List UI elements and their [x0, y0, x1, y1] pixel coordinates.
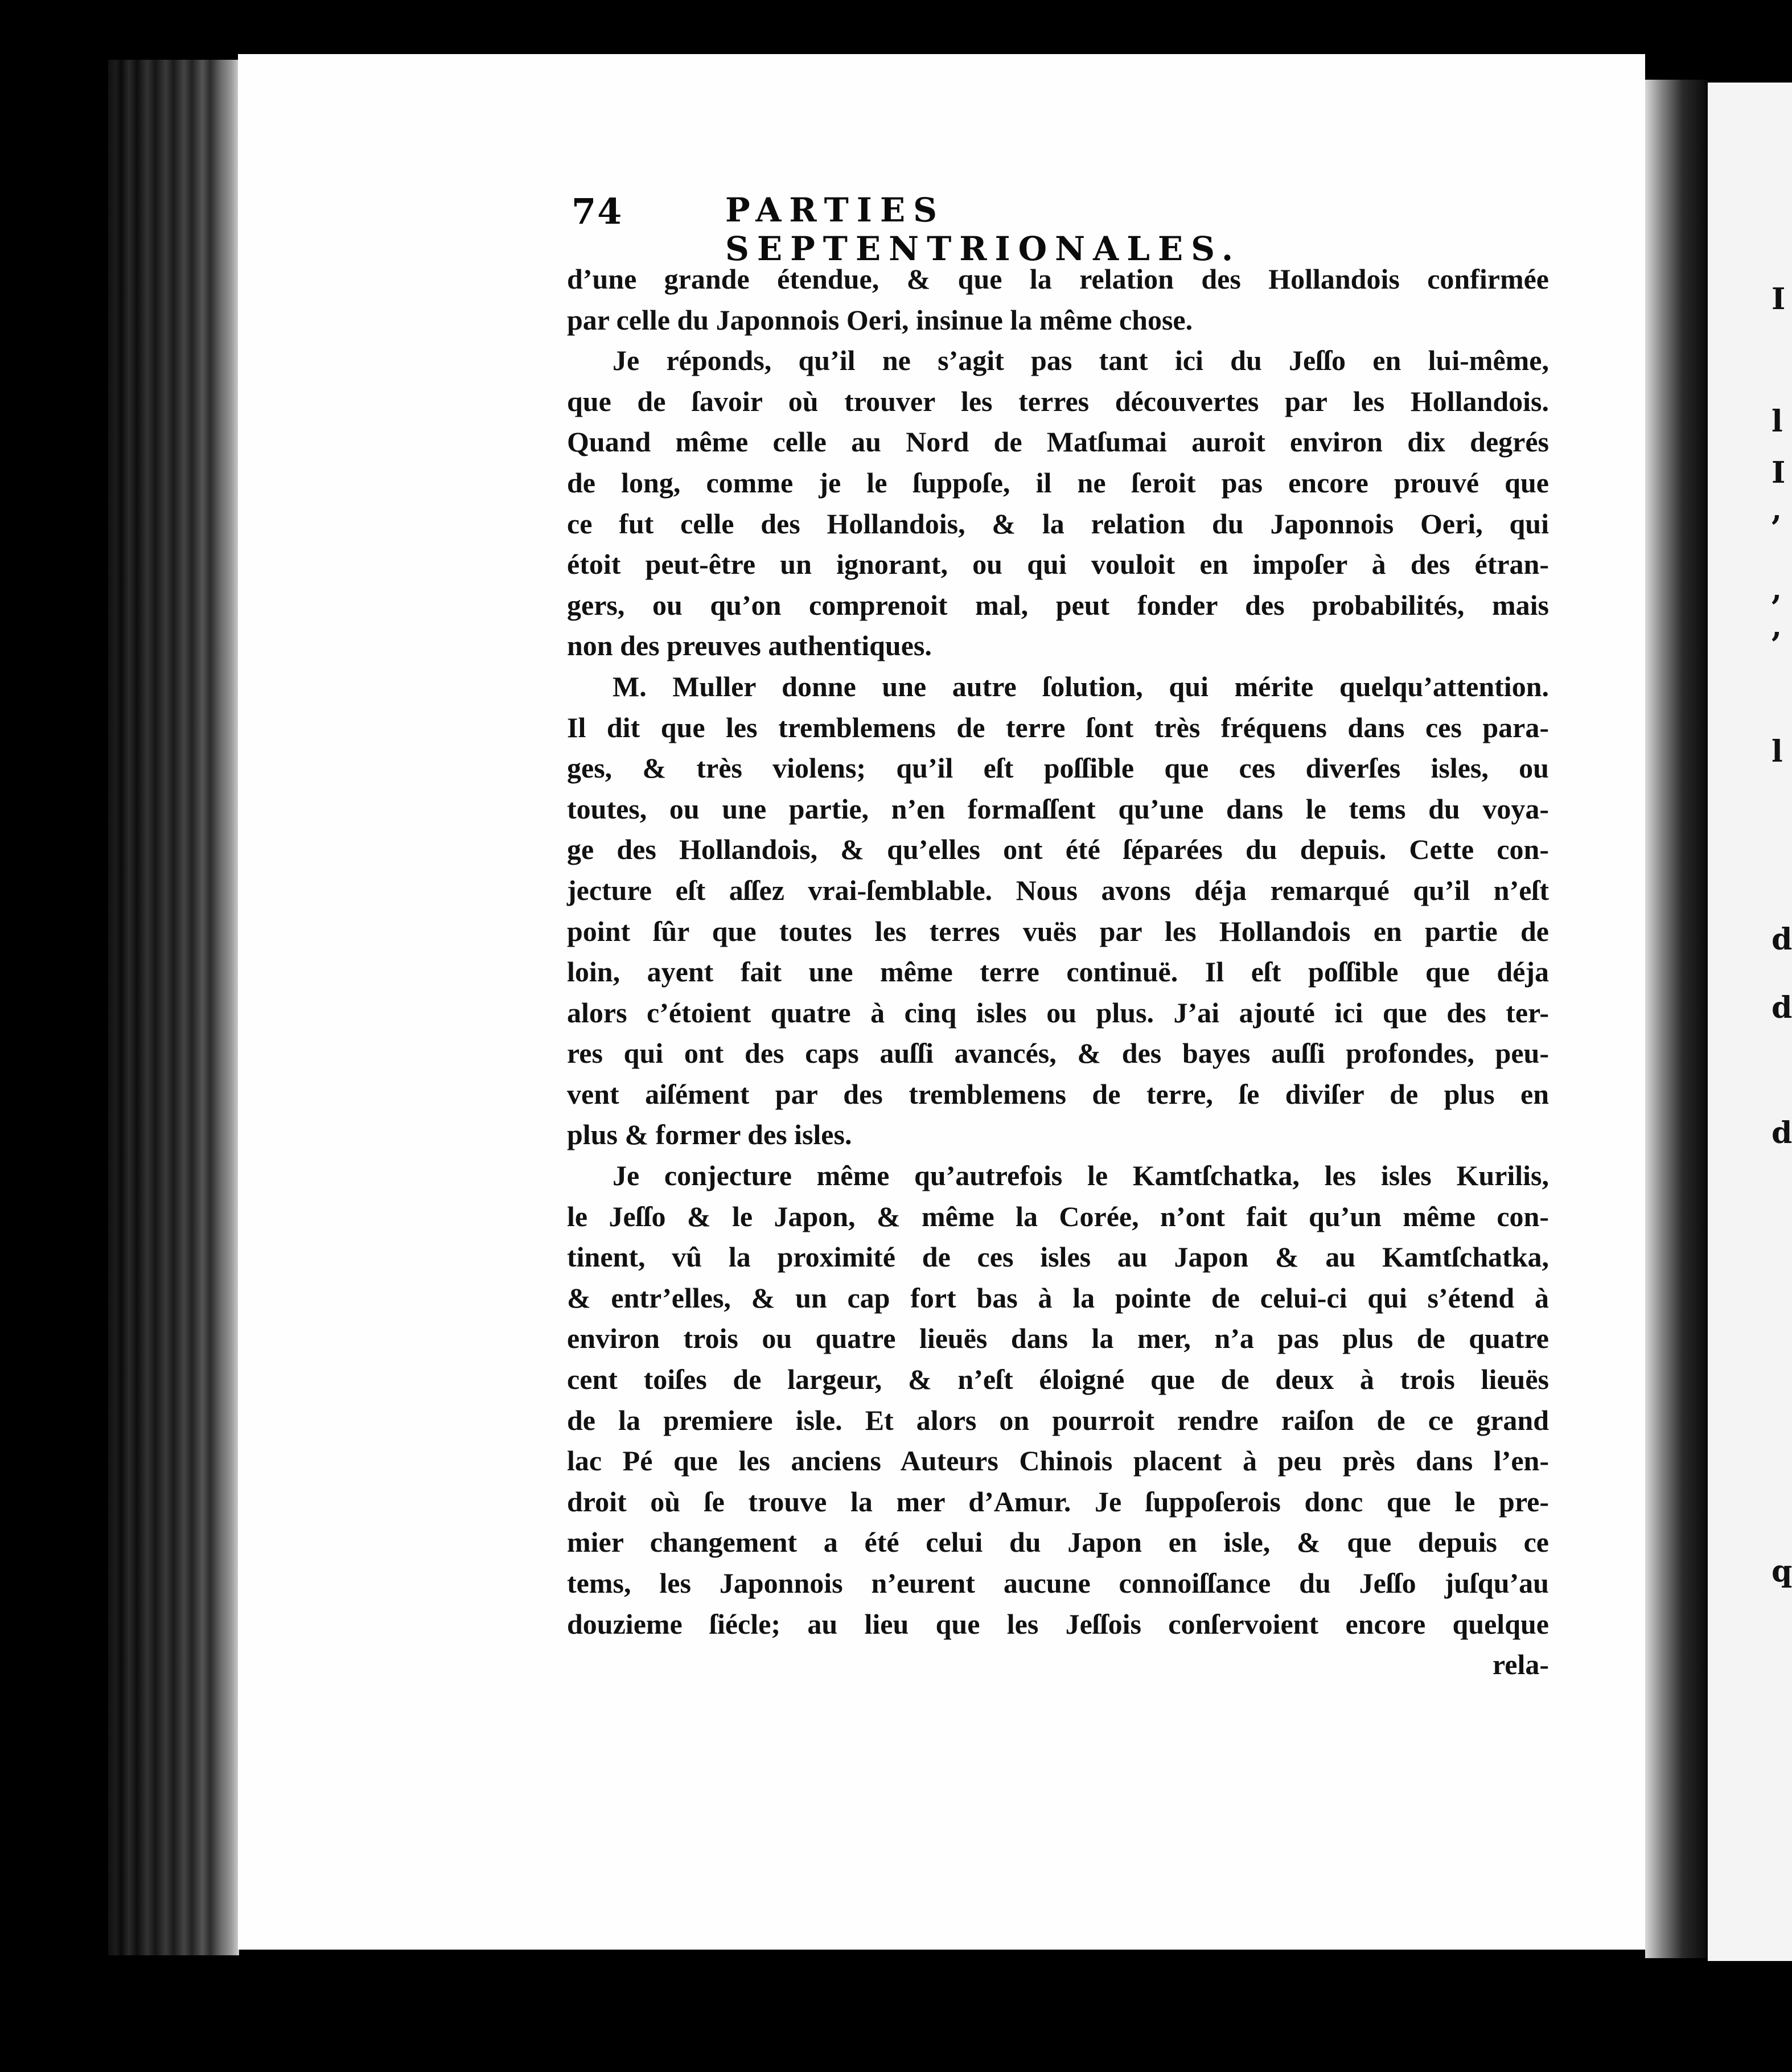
text-line: alors c’étoient quatre à cinq isles ou plus. J’ai ajouté ici que des ter- [567, 996, 1549, 1029]
text-line: ge des Hollandois, & qu’elles ont été ſéparées du depuis. Cette con- [567, 833, 1549, 866]
text-line: non des preuves authentiques. [567, 630, 932, 662]
text-line: & entr’elles, & un cap fort bas à la pointe de celui-ci qui s’étend à [567, 1281, 1549, 1314]
text-line: ges, & très violens; qu’il eſt poſſible que ces diverſes isles, ou [567, 752, 1549, 784]
text-line: de long, comme je le ſuppoſe, il ne ſeroit pas encore prouvé que [567, 466, 1549, 499]
text-line: gers, ou qu’on comprenoit mal, peut fonder des probabilités, mais [567, 589, 1549, 621]
text-line: ce fut celle des Hollandois, & la relation du Japonnois Oeri, qui [567, 507, 1549, 540]
text-line: res qui ont des caps auſſi avancés, & des bayes auſſi profondes, peu- [567, 1037, 1549, 1070]
adjacent-page-fragment [1708, 83, 1792, 1961]
text-line: le Jeſſo & le Japon, & même la Corée, n’ont fait qu’un même con- [567, 1200, 1549, 1232]
adjacent-letter: d [1772, 1116, 1792, 1150]
text-line: Je conjecture même qu’autrefois le Kamtſchatka, les isles Kurilis, [613, 1160, 1549, 1192]
catchword: rela- [1492, 1648, 1549, 1681]
page-header [572, 191, 1414, 268]
text-line: Quand même celle au Nord de Matſumai auroit environ dix degrés [567, 426, 1549, 458]
adjacent-letter: , [1772, 609, 1782, 644]
adjacent-letter: d [1772, 990, 1792, 1025]
adjacent-letter: I [1772, 282, 1786, 316]
text-line: cent toiſes de largeur, & n’eſt éloigné que de deux à trois lieuës [567, 1363, 1549, 1396]
text-line: jecture eſt aſſez vrai-ſemblable. Nous avons déja remarqué qu’il n’eſt [567, 874, 1549, 906]
text-line: d’une grande étendue, & que la relation des Hollandois confirmée [567, 263, 1549, 295]
text-line: étoit peut-être un ignorant, ou qui vouloit en impoſer à des étran- [567, 548, 1549, 581]
text-line: point ſûr que toutes les terres vuës par les Hollandois en partie de [567, 915, 1549, 947]
text-line: M. Muller donne une autre ſolution, qui mérite quelqu’attention. [613, 670, 1549, 702]
running-title: PARTIES SEPTENTRIONALES. [725, 191, 1242, 268]
text-line: mier changement a été celui du Japon en isle, & que depuis ce [567, 1526, 1549, 1559]
text-line: douzieme ſiécle; au lieu que les Jeſſois conſervoient encore quelque [567, 1608, 1549, 1640]
adjacent-letter: d [1772, 922, 1792, 957]
left-page-edges [108, 60, 239, 1955]
adjacent-letter: q [1772, 1554, 1792, 1589]
adjacent-letter: l [1772, 734, 1783, 769]
text-line: de la premiere isle. Et alors on pourroit rendre raiſon de ce grand [567, 1404, 1549, 1436]
adjacent-letter: , [1772, 572, 1782, 607]
text-line: vent aiſément par des tremblemens de terre, ſe diviſer de plus en [567, 1078, 1549, 1110]
text-line: tems, les Japonnois n’eurent aucune connoiſſance du Jeſſo juſqu’au [567, 1567, 1549, 1599]
text-line: par celle du Japonnois Oeri, insinue la même chose. [567, 303, 1193, 336]
adjacent-letter: I [1772, 455, 1786, 490]
text-line: Je réponds, qu’il ne s’agit pas tant ici du Jeſſo en lui-même, [613, 344, 1549, 377]
text-line: Il dit que les tremblemens de terre ſont très fréquens dans ces para- [567, 711, 1549, 743]
text-line: que de ſavoir où trouver les terres découvertes par les Hollandois. [567, 385, 1549, 417]
text-line: toutes, ou une partie, n’en formaſſent qu’une dans le tems du voya- [567, 792, 1549, 825]
text-line: environ trois ou quatre lieuës dans la mer, n’a pas plus de quatre [567, 1322, 1549, 1355]
right-gutter-shadow [1645, 80, 1708, 1958]
body-text [567, 259, 1549, 1685]
page-number: 74 [572, 191, 623, 232]
text-line: tinent, vû la proximité de ces isles au Japon & au Kamtſchatka, [567, 1241, 1549, 1273]
text-line: droit où ſe trouve la mer d’Amur. Je ſuppoſerois donc que le pre- [567, 1485, 1549, 1518]
adjacent-letter: , [1772, 492, 1782, 527]
text-line: loin, ayent fait une même terre continuë. Il eſt poſſible que déja [567, 956, 1549, 988]
text-line: plus & former des isles. [567, 1119, 852, 1151]
text-line: lac Pé que les anciens Auteurs Chinois placent à peu près dans l’en- [567, 1445, 1549, 1477]
adjacent-letter: l [1772, 404, 1783, 439]
